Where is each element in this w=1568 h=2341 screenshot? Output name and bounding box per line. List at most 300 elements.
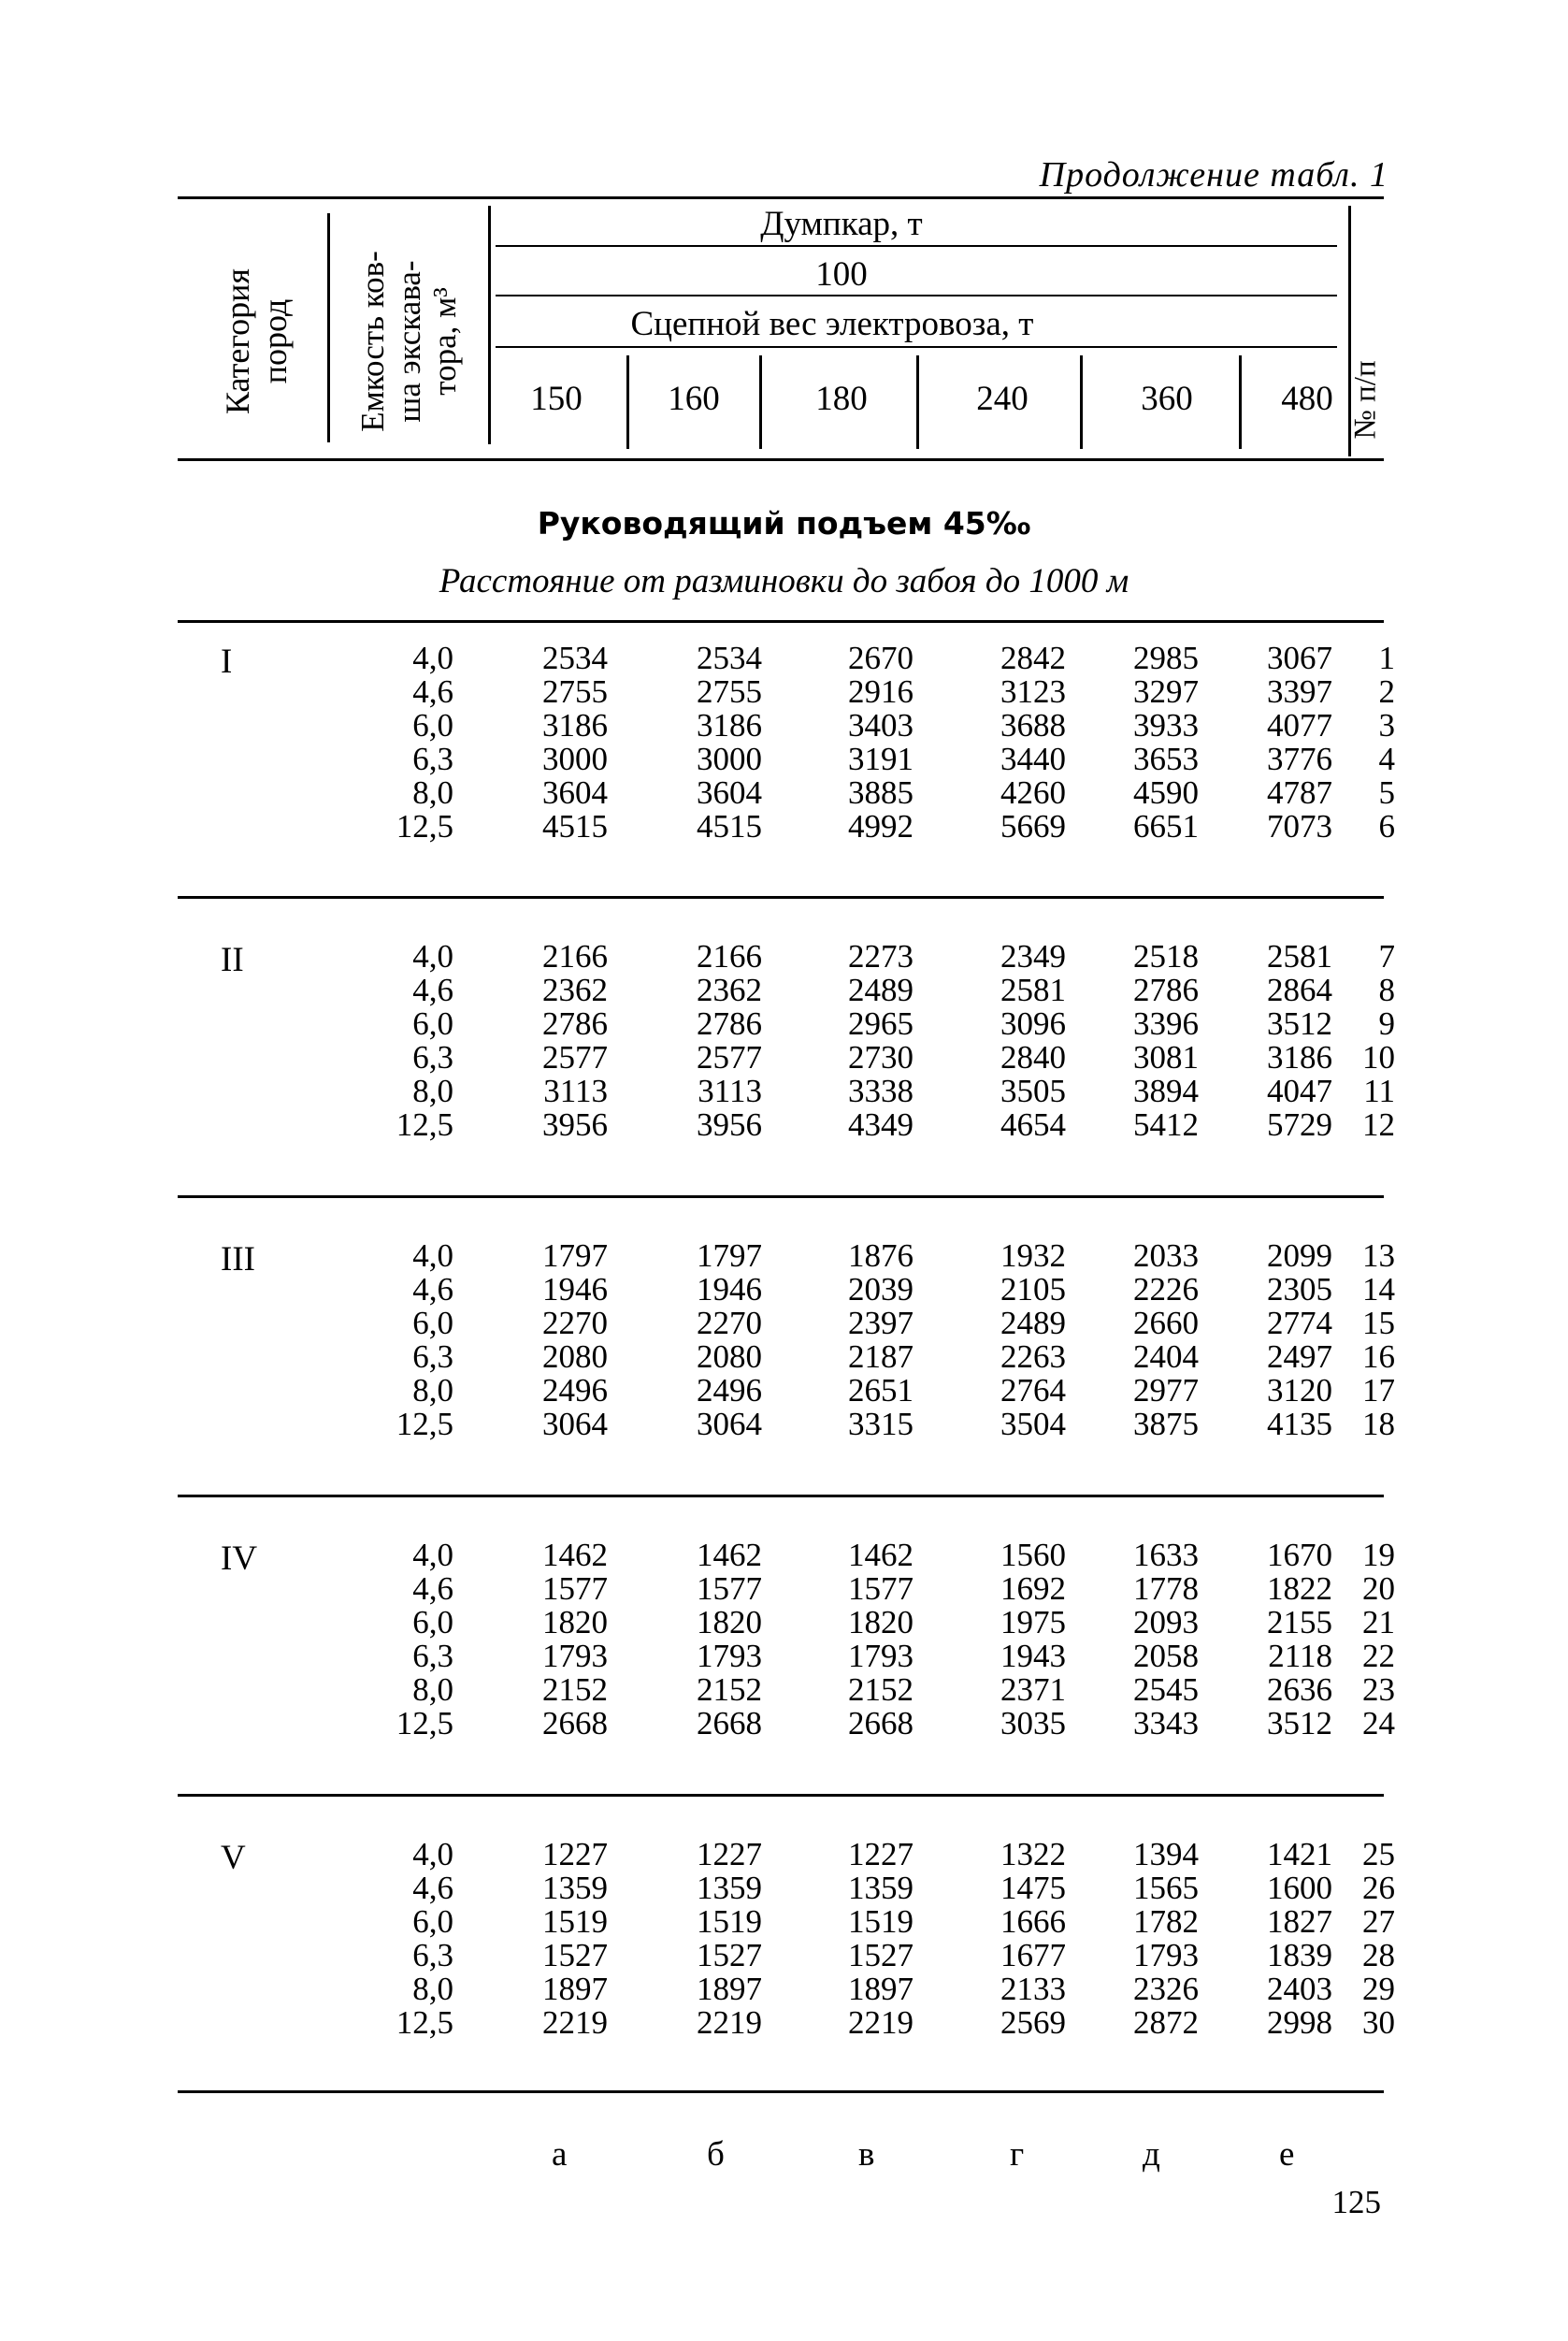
table-cell: 2270 — [697, 1305, 762, 1341]
table-cell: 2497 — [1267, 1338, 1332, 1375]
table-cell: 1839 — [1267, 1937, 1332, 1973]
table-cell: 4,0 — [412, 1836, 453, 1872]
table-cell: 1633 — [1133, 1537, 1199, 1573]
table-cell: 4654 — [1000, 1106, 1066, 1143]
table-cell: 2965 — [848, 1005, 913, 1042]
table-cell: 2371 — [1000, 1671, 1066, 1708]
column-a — [533, 940, 608, 1142]
table-cell: 1670 — [1267, 1537, 1332, 1573]
table-cell: 3186 — [542, 707, 608, 744]
table-cell: 2362 — [697, 972, 762, 1008]
capacity-column — [374, 1838, 453, 2040]
header-weight-180: 180 — [815, 380, 868, 418]
table-cell: 1359 — [697, 1870, 762, 1906]
column-letter-a: а — [552, 2135, 568, 2174]
table-cell: 2397 — [848, 1305, 913, 1341]
column-g — [991, 1539, 1066, 1741]
table-cell: 2105 — [1000, 1271, 1066, 1308]
table-cell: 4077 — [1267, 707, 1332, 744]
row-number: 19 — [1362, 1537, 1395, 1573]
table-cell: 1227 — [848, 1836, 913, 1872]
table-cell: 4,0 — [412, 1537, 453, 1573]
table-cell: 2305 — [1267, 1271, 1332, 1308]
table-cell: 1527 — [697, 1937, 762, 1973]
table-group — [178, 940, 1393, 1155]
table-cell: 12,5 — [396, 1106, 453, 1143]
header-dumpcar: Думпкар, т — [760, 205, 923, 243]
column-g — [991, 1239, 1066, 1441]
row-number: 17 — [1362, 1372, 1395, 1409]
table-cell: 7073 — [1267, 808, 1332, 845]
row-number: 23 — [1362, 1671, 1395, 1708]
table-cell: 1519 — [697, 1903, 762, 1940]
table-cell: 2166 — [542, 938, 608, 975]
table-cell: 2577 — [542, 1039, 608, 1076]
table-cell: 3123 — [1000, 673, 1066, 710]
row-number: 10 — [1362, 1039, 1395, 1076]
table-cell: 2840 — [1000, 1039, 1066, 1076]
table-cell: 1897 — [848, 1971, 913, 2007]
table-cell: 1577 — [542, 1570, 608, 1607]
table-group — [178, 1838, 1393, 2053]
table-cell: 4,6 — [412, 673, 453, 710]
row-number: 26 — [1362, 1870, 1395, 1906]
row-number: 3 — [1378, 707, 1395, 744]
header-vline-8 — [1239, 355, 1242, 449]
table-cell: 2099 — [1267, 1237, 1332, 1274]
table-group — [178, 1239, 1393, 1454]
table-cell: 1527 — [542, 1937, 608, 1973]
header-rule-dumpcar — [496, 245, 1337, 247]
table-cell: 3604 — [542, 774, 608, 811]
row-number: 29 — [1362, 1971, 1395, 2007]
table-cell: 1600 — [1267, 1870, 1332, 1906]
header-weight-240: 240 — [976, 380, 1029, 418]
table-cell: 1227 — [697, 1836, 762, 1872]
column-b — [687, 940, 762, 1142]
group-separator — [178, 1195, 1384, 1198]
row-number: 21 — [1362, 1604, 1395, 1640]
table-cell: 2670 — [848, 640, 913, 676]
group-separator — [178, 896, 1384, 899]
table-cell: 4515 — [697, 808, 762, 845]
table-cell: 1577 — [697, 1570, 762, 1607]
table-cell: 3396 — [1133, 1005, 1199, 1042]
table-cell: 2152 — [848, 1671, 913, 1708]
column-v — [839, 1539, 913, 1741]
header-capacity-line-1: Емкость ков- — [354, 251, 391, 432]
table-cell: 4,0 — [412, 640, 453, 676]
row-number: 5 — [1378, 774, 1395, 811]
column-b — [687, 1539, 762, 1741]
table-cell: 1822 — [1267, 1570, 1332, 1607]
column-e — [1258, 642, 1332, 844]
table-cell: 1932 — [1000, 1237, 1066, 1274]
header-category — [220, 229, 295, 454]
table-cell: 1421 — [1267, 1836, 1332, 1872]
table-cell: 4,6 — [412, 1870, 453, 1906]
table-cell: 1820 — [542, 1604, 608, 1640]
header-weight-360: 360 — [1141, 380, 1193, 418]
table-cell: 2651 — [848, 1372, 913, 1409]
column-e — [1258, 1539, 1332, 1741]
table-cell: 2518 — [1133, 938, 1199, 975]
row-number: 24 — [1362, 1705, 1395, 1741]
table-cell: 6651 — [1133, 808, 1199, 845]
table-cell: 1359 — [848, 1870, 913, 1906]
header-weight: Сцепной вес электровоза, т — [630, 305, 1034, 343]
table-cell: 3403 — [848, 707, 913, 744]
table-cell: 2534 — [697, 640, 762, 676]
table-cell: 2326 — [1133, 1971, 1199, 2007]
table-cell: 2755 — [697, 673, 762, 710]
row-number: 28 — [1362, 1937, 1395, 1973]
column-e — [1258, 1838, 1332, 2040]
table-cell: 2152 — [542, 1671, 608, 1708]
header-rule-value — [496, 295, 1337, 296]
table-cell: 3000 — [697, 741, 762, 777]
table-cell: 3956 — [542, 1106, 608, 1143]
header-weight-480: 480 — [1281, 380, 1333, 418]
table-cell: 1820 — [697, 1604, 762, 1640]
row-number-column — [1358, 1838, 1395, 2040]
table-cell: 2133 — [1000, 1971, 1066, 2007]
table-cell: 1793 — [1133, 1937, 1199, 1973]
table-cell: 1462 — [848, 1537, 913, 1573]
column-letter-d: д — [1143, 2135, 1160, 2174]
table-cell: 2404 — [1133, 1338, 1199, 1375]
column-d — [1124, 940, 1199, 1142]
table-cell: 2152 — [697, 1671, 762, 1708]
table-cell: 1797 — [697, 1237, 762, 1274]
capacity-column — [374, 940, 453, 1142]
table-cell: 1943 — [1000, 1638, 1066, 1674]
table-cell: 4260 — [1000, 774, 1066, 811]
table-cell: 3885 — [848, 774, 913, 811]
table-cell: 1462 — [542, 1537, 608, 1573]
column-letter-b: б — [707, 2135, 725, 2174]
table-cell: 6,0 — [412, 707, 453, 744]
header-capacity-line-2: ша экскава- — [390, 260, 427, 423]
table-cell: 1797 — [542, 1237, 608, 1274]
table-cell: 2668 — [542, 1705, 608, 1741]
row-number: 25 — [1362, 1836, 1395, 1872]
table-cell: 1946 — [697, 1271, 762, 1308]
header-capacity — [355, 229, 468, 454]
table-cell: 2080 — [697, 1338, 762, 1375]
table-cell: 3776 — [1267, 741, 1332, 777]
table-cell: 1519 — [848, 1903, 913, 1940]
header-weight-150: 150 — [530, 380, 583, 418]
table-cell: 1876 — [848, 1237, 913, 1274]
table-cell: 2545 — [1133, 1671, 1199, 1708]
header-vline-1 — [327, 213, 330, 442]
header-vline-4 — [626, 355, 629, 449]
table-cell: 4787 — [1267, 774, 1332, 811]
row-number: 27 — [1362, 1903, 1395, 1940]
row-number: 13 — [1362, 1237, 1395, 1274]
group-category: II — [221, 941, 244, 979]
table-cell: 1577 — [848, 1570, 913, 1607]
table-cell: 3956 — [697, 1106, 762, 1143]
table-cell: 1227 — [542, 1836, 608, 1872]
table-cell: 6,3 — [412, 741, 453, 777]
table-cell: 8,0 — [412, 1073, 453, 1109]
table-cell: 1475 — [1000, 1870, 1066, 1906]
table-cell: 1666 — [1000, 1903, 1066, 1940]
table-cell: 5412 — [1133, 1106, 1199, 1143]
table-cell: 3512 — [1267, 1705, 1332, 1741]
row-number-column — [1358, 1539, 1395, 1741]
table-cell: 2496 — [697, 1372, 762, 1409]
table-cell: 1519 — [542, 1903, 608, 1940]
table-cell: 4,0 — [412, 938, 453, 975]
table-cell: 4,0 — [412, 1237, 453, 1274]
table-cell: 2489 — [848, 972, 913, 1008]
table-cell: 8,0 — [412, 1971, 453, 2007]
table-cell: 6,3 — [412, 1937, 453, 1973]
table-cell: 2668 — [697, 1705, 762, 1741]
table-cell: 2577 — [697, 1039, 762, 1076]
table-cell: 2581 — [1267, 938, 1332, 975]
group-category: V — [221, 1839, 246, 1877]
column-b — [687, 642, 762, 844]
table-cell: 5729 — [1267, 1106, 1332, 1143]
row-number: 11 — [1363, 1073, 1395, 1109]
table-cell: 2349 — [1000, 938, 1066, 975]
continuation-title: Продолжение табл. 1 — [1039, 155, 1388, 195]
table-cell: 1793 — [848, 1638, 913, 1674]
table-cell: 3064 — [697, 1406, 762, 1442]
table-cell: 2219 — [697, 2004, 762, 2041]
table-cell: 12,5 — [396, 1705, 453, 1741]
row-number: 6 — [1378, 808, 1395, 845]
table-cell: 3191 — [848, 741, 913, 777]
table-cell: 2569 — [1000, 2004, 1066, 2041]
column-a — [533, 642, 608, 844]
table-cell: 3067 — [1267, 640, 1332, 676]
header-number — [1349, 335, 1391, 466]
header-category-line-2: пород — [255, 298, 294, 384]
table-cell: 3081 — [1133, 1039, 1199, 1076]
table-cell: 1820 — [848, 1604, 913, 1640]
column-g — [991, 642, 1066, 844]
header-top-rule — [178, 196, 1384, 199]
row-number-column — [1358, 642, 1395, 844]
table-cell: 6,3 — [412, 1039, 453, 1076]
table-cell: 1793 — [697, 1638, 762, 1674]
table-cell: 1359 — [542, 1870, 608, 1906]
table-cell: 4349 — [848, 1106, 913, 1143]
table-group — [178, 642, 1393, 857]
group-category: III — [221, 1240, 255, 1279]
section-subtitle: Расстояние от разминовки до забоя до 1000 м — [439, 562, 1129, 600]
table-cell: 3315 — [848, 1406, 913, 1442]
table-cell: 2263 — [1000, 1338, 1066, 1375]
table-cell: 2270 — [542, 1305, 608, 1341]
group-separator — [178, 1794, 1384, 1797]
group-separator — [178, 1495, 1384, 1497]
table-cell: 3504 — [1000, 1406, 1066, 1442]
table-cell: 2226 — [1133, 1271, 1199, 1308]
table-cell: 2033 — [1133, 1237, 1199, 1274]
table-cell: 3505 — [1000, 1073, 1066, 1109]
column-b — [687, 1239, 762, 1441]
table-cell: 2166 — [697, 938, 762, 975]
column-g — [991, 940, 1066, 1142]
row-number: 8 — [1378, 972, 1395, 1008]
row-number: 20 — [1362, 1570, 1395, 1607]
column-d — [1124, 642, 1199, 844]
row-number-column — [1358, 940, 1395, 1142]
table-cell: 3338 — [848, 1073, 913, 1109]
table-cell: 3064 — [542, 1406, 608, 1442]
table-cell: 2039 — [848, 1271, 913, 1308]
table-cell: 3512 — [1267, 1005, 1332, 1042]
row-number-column — [1358, 1239, 1395, 1441]
header-vline-5 — [759, 355, 762, 449]
table-cell: 2489 — [1000, 1305, 1066, 1341]
column-v — [839, 940, 913, 1142]
table-cell: 1677 — [1000, 1937, 1066, 1973]
table-cell: 8,0 — [412, 774, 453, 811]
row-number: 15 — [1362, 1305, 1395, 1341]
table-cell: 2755 — [542, 673, 608, 710]
column-d — [1124, 1539, 1199, 1741]
row-number: 4 — [1378, 741, 1395, 777]
column-a — [533, 1539, 608, 1741]
column-v — [839, 1239, 913, 1441]
table-cell: 2403 — [1267, 1971, 1332, 2007]
table-cell: 1827 — [1267, 1903, 1332, 1940]
table-cell: 6,0 — [412, 1604, 453, 1640]
rule-above-group-1 — [178, 620, 1384, 623]
header-number-text: № п/п — [1348, 360, 1383, 440]
table-cell: 2187 — [848, 1338, 913, 1375]
table-cell: 3894 — [1133, 1073, 1199, 1109]
row-number: 16 — [1362, 1338, 1395, 1375]
table-cell: 2080 — [542, 1338, 608, 1375]
table-cell: 1897 — [542, 1971, 608, 2007]
header-capacity-line-3: тора, м³ — [426, 287, 463, 396]
table-cell: 4515 — [542, 808, 608, 845]
table-cell: 1793 — [542, 1638, 608, 1674]
header-vline-7 — [1080, 355, 1083, 449]
table-cell: 2842 — [1000, 640, 1066, 676]
table-cell: 5669 — [1000, 808, 1066, 845]
column-e — [1258, 940, 1332, 1142]
section-title: Руководящий подъем 45‰ — [537, 505, 1031, 542]
column-e — [1258, 1239, 1332, 1441]
table-cell: 4590 — [1133, 774, 1199, 811]
table-cell: 2985 — [1133, 640, 1199, 676]
table-cell: 1560 — [1000, 1537, 1066, 1573]
column-b — [687, 1838, 762, 2040]
table-cell: 2660 — [1133, 1305, 1199, 1341]
table-cell: 2786 — [697, 1005, 762, 1042]
table-cell: 2916 — [848, 673, 913, 710]
table-cell: 3096 — [1000, 1005, 1066, 1042]
table-cell: 3035 — [1000, 1705, 1066, 1741]
table-cell: 2118 — [1268, 1638, 1332, 1674]
table-cell: 2362 — [542, 972, 608, 1008]
table-cell: 4992 — [848, 808, 913, 845]
table-cell: 3933 — [1133, 707, 1199, 744]
row-number: 1 — [1378, 640, 1395, 676]
header-dumpcar-value: 100 — [815, 255, 868, 294]
table-cell: 2730 — [848, 1039, 913, 1076]
table-cell: 1897 — [697, 1971, 762, 2007]
table-cell: 2998 — [1267, 2004, 1332, 2041]
table-cell: 12,5 — [396, 808, 453, 845]
table-cell: 6,3 — [412, 1638, 453, 1674]
header-category-line-1: Категория — [219, 268, 256, 414]
table-cell: 1394 — [1133, 1836, 1199, 1872]
table-cell: 2058 — [1133, 1638, 1199, 1674]
column-v — [839, 642, 913, 844]
capacity-column — [374, 1539, 453, 1741]
table-cell: 3875 — [1133, 1406, 1199, 1442]
table-cell: 2534 — [542, 640, 608, 676]
page-number: 125 — [1331, 2184, 1381, 2220]
table-cell: 1692 — [1000, 1570, 1066, 1607]
table-cell: 4047 — [1267, 1073, 1332, 1109]
table-cell: 6,3 — [412, 1338, 453, 1375]
table-cell: 8,0 — [412, 1372, 453, 1409]
table-cell: 12,5 — [396, 1406, 453, 1442]
table-cell: 2864 — [1267, 972, 1332, 1008]
table-cell: 3113 — [698, 1073, 762, 1109]
table-cell: 1565 — [1133, 1870, 1199, 1906]
table-cell: 3440 — [1000, 741, 1066, 777]
column-g — [991, 1838, 1066, 2040]
table-cell: 2872 — [1133, 2004, 1199, 2041]
table-cell: 2093 — [1133, 1604, 1199, 1640]
table-cell: 3000 — [542, 741, 608, 777]
table-cell: 1462 — [697, 1537, 762, 1573]
column-letter-e: е — [1279, 2135, 1295, 2174]
column-a — [533, 1239, 608, 1441]
table-cell: 2764 — [1000, 1372, 1066, 1409]
table-bottom-rule — [178, 2090, 1384, 2093]
table-cell: 1527 — [848, 1937, 913, 1973]
row-number: 12 — [1362, 1106, 1395, 1143]
table-cell: 4,6 — [412, 972, 453, 1008]
table-cell: 2155 — [1267, 1604, 1332, 1640]
table-cell: 1782 — [1133, 1903, 1199, 1940]
table-cell: 3186 — [1267, 1039, 1332, 1076]
table-group — [178, 1539, 1393, 1754]
row-number: 2 — [1378, 673, 1395, 710]
table-cell: 3120 — [1267, 1372, 1332, 1409]
table-cell: 6,0 — [412, 1305, 453, 1341]
row-number: 30 — [1362, 2004, 1395, 2041]
table-cell: 2786 — [1133, 972, 1199, 1008]
column-d — [1124, 1239, 1199, 1441]
row-number: 14 — [1362, 1271, 1395, 1308]
row-number: 7 — [1378, 938, 1395, 975]
column-v — [839, 1838, 913, 2040]
table-cell: 3297 — [1133, 673, 1199, 710]
table-cell: 1322 — [1000, 1836, 1066, 1872]
table-cell: 6,0 — [412, 1005, 453, 1042]
table-cell: 3604 — [697, 774, 762, 811]
table-cell: 2668 — [848, 1705, 913, 1741]
group-category: I — [221, 643, 233, 681]
column-letter-v: в — [858, 2135, 875, 2174]
table-cell: 3688 — [1000, 707, 1066, 744]
table-cell: 2977 — [1133, 1372, 1199, 1409]
